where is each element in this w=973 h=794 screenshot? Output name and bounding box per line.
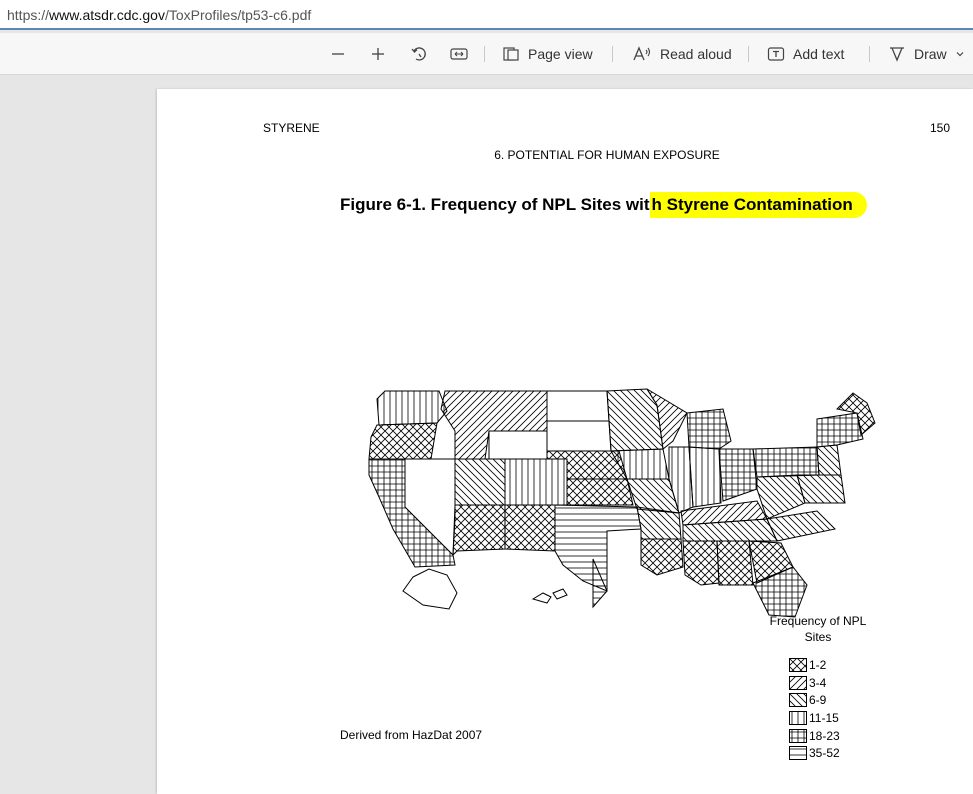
chapter-title: 6. POTENTIAL FOR HUMAN EXPOSURE: [494, 148, 720, 162]
page-view-button[interactable]: [502, 33, 593, 75]
horizontal-lines-swatch-icon: [789, 746, 807, 760]
draw-label: Draw: [914, 46, 947, 62]
legend-item-label: 3-4: [809, 675, 827, 690]
url-text[interactable]: https://www.atsdr.cdc.gov/ToxProfiles/tp53-c6.pdf: [7, 7, 312, 23]
figure-title-text: Figure 6-1. Frequency of NPL Sites wit: [340, 195, 650, 214]
legend-item-label: 11-15: [809, 710, 839, 725]
legend-item-label: 35-52: [809, 746, 840, 761]
add-text-icon: [767, 46, 785, 62]
add-text-button[interactable]: [767, 33, 844, 75]
fit-width-icon: [450, 46, 468, 62]
zoom-out-button[interactable]: [330, 33, 346, 75]
chevron-down-icon[interactable]: [955, 49, 965, 59]
source-note: Derived from HazDat 2007: [340, 728, 483, 742]
diagonal-backward-swatch-icon: [789, 693, 807, 707]
address-bar[interactable]: [0, 0, 973, 30]
map-legend: [789, 656, 840, 762]
legend-title: Frequency of NPL Sites: [769, 614, 867, 644]
grid-swatch-icon: [789, 729, 807, 743]
us-map-illustration: [357, 379, 877, 639]
legend-item: [789, 744, 840, 762]
plus-icon: [370, 46, 386, 62]
legend-item: [789, 656, 840, 674]
read-aloud-button[interactable]: [632, 33, 732, 75]
draw-icon: [888, 45, 906, 63]
page-view-label: Page view: [528, 46, 593, 62]
legend-item-label: 6-9: [809, 693, 827, 708]
figure-title: [340, 195, 867, 215]
rotate-icon: [410, 45, 428, 63]
minus-icon: [330, 46, 346, 62]
legend-item: [789, 691, 840, 709]
crosshatch-swatch-icon: [789, 658, 807, 672]
legend-item: [789, 674, 840, 692]
vertical-lines-swatch-icon: [789, 711, 807, 725]
draw-button[interactable]: [888, 33, 965, 75]
legend-item: [789, 709, 840, 727]
rotate-button[interactable]: [410, 33, 428, 75]
legend-item-label: 18-23: [809, 728, 840, 743]
read-aloud-label: Read aloud: [660, 46, 732, 62]
highlighted-text[interactable]: h Styrene Contamination: [650, 192, 867, 218]
legend-item-label: 1-2: [809, 657, 827, 672]
add-text-label: Add text: [793, 46, 845, 62]
zoom-in-button[interactable]: [370, 33, 386, 75]
page-number: 150: [930, 121, 951, 135]
page-view-icon: [502, 46, 520, 62]
diagonal-forward-swatch-icon: [789, 676, 807, 690]
pdf-toolbar: [0, 33, 973, 75]
pdf-page: [157, 89, 973, 794]
fit-width-button[interactable]: [450, 33, 468, 75]
running-header-left: STYRENE: [263, 121, 320, 135]
read-aloud-icon: [632, 46, 652, 62]
legend-item: [789, 727, 840, 745]
